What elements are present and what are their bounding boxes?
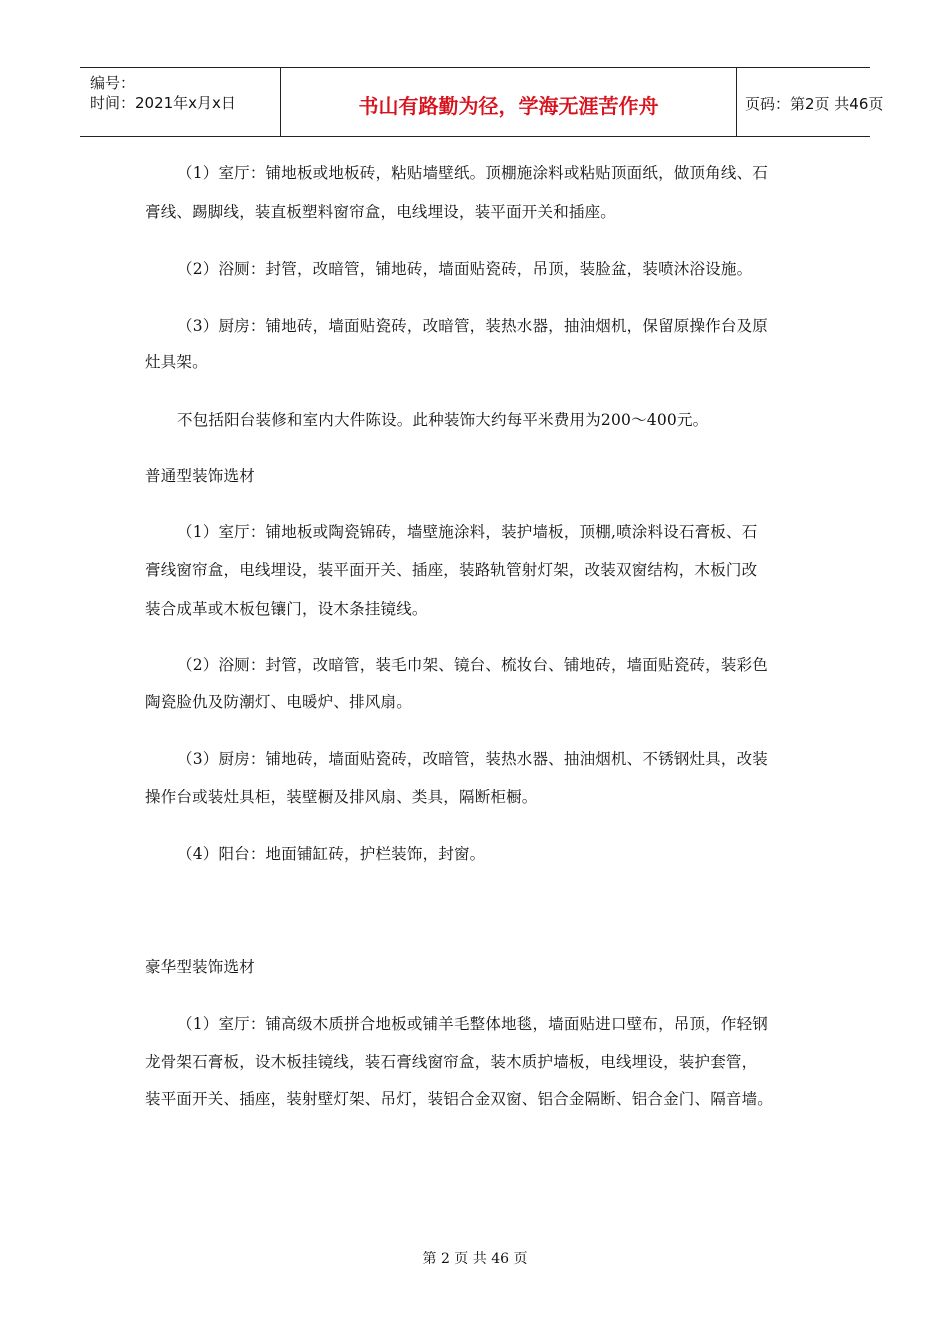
- paragraph-line: （2）浴厕：封管，改暗管，装毛巾架、镜台、梳妆台、铺地砖，墙面贴瓷砖，装彩色: [177, 656, 768, 674]
- paragraph-line: 不包括阳台装修和室内大件陈设。此种装饰大约每平米费用为200～400元。: [177, 411, 709, 429]
- paragraph-line: （1）室厅：铺高级木质拼合地板或铺羊毛整体地毯，墙面贴进口壁布，吊顶，作轻钢: [177, 1015, 768, 1033]
- section-heading-luxury: 豪华型装饰选材: [145, 958, 255, 976]
- header-motto-cell: [281, 68, 737, 136]
- paragraph-line: 龙骨架石膏板，设木板挂镜线，装石膏线窗帘盒，装木质护墙板，电线埋设，装护套管，: [145, 1053, 758, 1071]
- paragraph-line: 膏线窗帘盒，电线埋设，装平面开关、插座，装路轨管射灯架，改装双窗结构，木板门改: [145, 561, 758, 579]
- paragraph-line: （3）厨房：铺地砖，墙面贴瓷砖，改暗管，装热水器，抽油烟机，保留原操作台及原: [177, 317, 768, 335]
- paragraph-line: （4）阳台：地面铺缸砖，护栏装饰，封窗。: [177, 845, 486, 863]
- paragraph-line: （1）室厅：铺地板或地板砖，粘贴墙壁纸。顶棚施涂料或粘贴顶面纸，做顶角线、石: [177, 164, 768, 182]
- paragraph-line: （2）浴厕：封管，改暗管，铺地砖，墙面贴瓷砖，吊顶，装脸盆，装喷沐浴设施。: [177, 260, 753, 278]
- paragraph-line: （3）厨房：铺地砖，墙面贴瓷砖，改暗管，装热水器、抽油烟机、不锈钢灶具，改装: [177, 750, 768, 768]
- header-meta: [80, 68, 281, 136]
- paragraph-line: 操作台或装灶具柜，装壁橱及排风扇、类具，隔断柜橱。: [145, 788, 538, 806]
- paragraph-line: （1）室厅：铺地板或陶瓷锦砖，墙壁施涂料，装护墙板，顶棚,喷涂料设石膏板、石: [177, 523, 758, 541]
- document-header: [80, 67, 884, 137]
- header-page-cell: [737, 68, 884, 136]
- paragraph-line: 装合成革或木板包镶门，设木条挂镜线。: [145, 600, 428, 618]
- header-page-info: 页码：第2页 共46页: [745, 95, 884, 113]
- header-motto: 书山有路勤为径，学海无涯苦作舟: [358, 94, 659, 118]
- page-footer: 第 2 页 共 46 页: [422, 1251, 528, 1267]
- section-heading-standard: 普通型装饰选材: [145, 467, 255, 485]
- document-number-label: 编号：: [90, 74, 136, 92]
- paragraph-line: 灶具架。: [145, 353, 208, 371]
- document-date: 时间：2021年x月x日: [90, 94, 236, 112]
- paragraph-line: 陶瓷脸仇及防潮灯、电暖炉、排风扇。: [145, 693, 412, 711]
- paragraph-line: 膏线、踢脚线，装直板塑料窗帘盒，电线埋设，装平面开关和插座。: [145, 203, 617, 221]
- paragraph-line: 装平面开关、插座，装射壁灯架、吊灯，装铝合金双窗、铝合金隔断、铝合金门、隔音墙。: [145, 1090, 774, 1108]
